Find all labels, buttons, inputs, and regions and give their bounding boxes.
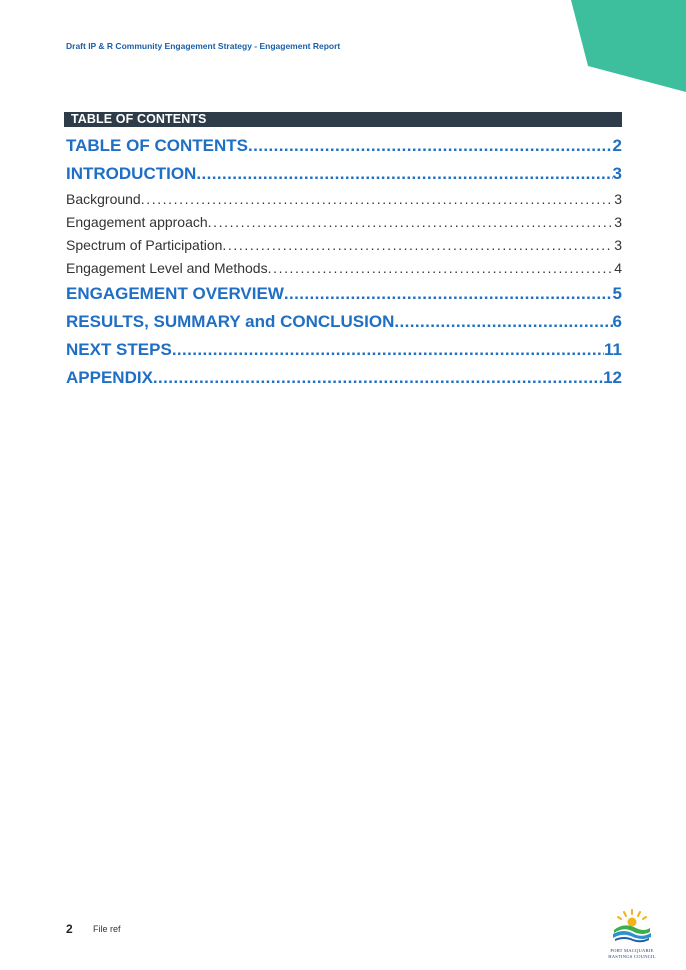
- toc-entry-page: 12: [603, 368, 622, 387]
- toc-entry-table-of-contents[interactable]: [66, 132, 622, 160]
- toc-entry-results-summary-conclusion[interactable]: [66, 308, 622, 336]
- toc-entry-engagement-level-and-methods[interactable]: [66, 257, 622, 280]
- toc-entry-page: 3: [614, 237, 622, 253]
- toc-entry-engagement-approach[interactable]: [66, 211, 622, 234]
- toc-entry-page: 4: [614, 260, 622, 276]
- toc-dot-leader: [172, 336, 604, 364]
- toc-dot-leader: [141, 188, 612, 211]
- toc-entry-title: Engagement approach: [66, 214, 208, 230]
- toc-entry-next-steps[interactable]: [66, 336, 622, 364]
- toc-dot-leader: [284, 280, 613, 308]
- toc-entry-spectrum-of-participation[interactable]: [66, 234, 622, 257]
- toc-entry-title: NEXT STEPS: [66, 340, 172, 359]
- toc-dot-leader: [196, 160, 612, 188]
- toc-entry-title: RESULTS, SUMMARY and CONCLUSION: [66, 312, 395, 331]
- toc-entry-page: 11: [604, 340, 622, 359]
- toc-entry-title: TABLE OF CONTENTS: [66, 136, 248, 155]
- council-logo-line1: PORT MACQUARIE: [610, 948, 654, 953]
- toc-dot-leader: [394, 308, 612, 336]
- toc-entry-page: 3: [612, 164, 622, 183]
- footer-file-ref: File ref: [93, 924, 121, 934]
- toc-entry-engagement-overview[interactable]: [66, 280, 622, 308]
- toc-entry-title: APPENDIX: [66, 368, 153, 387]
- toc-dot-leader: [248, 132, 613, 160]
- toc-dot-leader: [208, 211, 613, 234]
- toc-entry-title: Engagement Level and Methods: [66, 260, 268, 276]
- toc-entry-page: 6: [612, 312, 622, 331]
- toc-entry-title: Spectrum of Participation: [66, 237, 223, 253]
- toc-entry-page: 5: [612, 284, 622, 303]
- toc-entry-title: INTRODUCTION: [66, 164, 197, 183]
- footer-page-number: 2: [66, 922, 73, 936]
- toc-entry-page: 3: [614, 191, 622, 207]
- table-of-contents: [66, 132, 622, 392]
- toc-dot-leader: [153, 364, 603, 392]
- toc-heading-bar: TABLE OF CONTENTS: [64, 112, 622, 127]
- toc-entry-introduction[interactable]: [66, 160, 622, 188]
- council-logo-text: [604, 948, 660, 960]
- council-logo: [604, 908, 660, 960]
- toc-entry-page: 3: [614, 214, 622, 230]
- toc-entry-background[interactable]: [66, 188, 622, 211]
- toc-entry-title: ENGAGEMENT OVERVIEW: [66, 284, 284, 303]
- toc-entry-title: Background: [66, 191, 141, 207]
- toc-entry-page: 2: [612, 136, 622, 155]
- council-logo-line2: HASTINGS COUNCIL: [608, 954, 656, 959]
- toc-dot-leader: [268, 257, 613, 280]
- toc-entry-appendix[interactable]: [66, 364, 622, 392]
- document-header-title: Draft IP & R Community Engagement Strategy - Engagement Report: [66, 41, 341, 51]
- toc-dot-leader: [222, 234, 612, 257]
